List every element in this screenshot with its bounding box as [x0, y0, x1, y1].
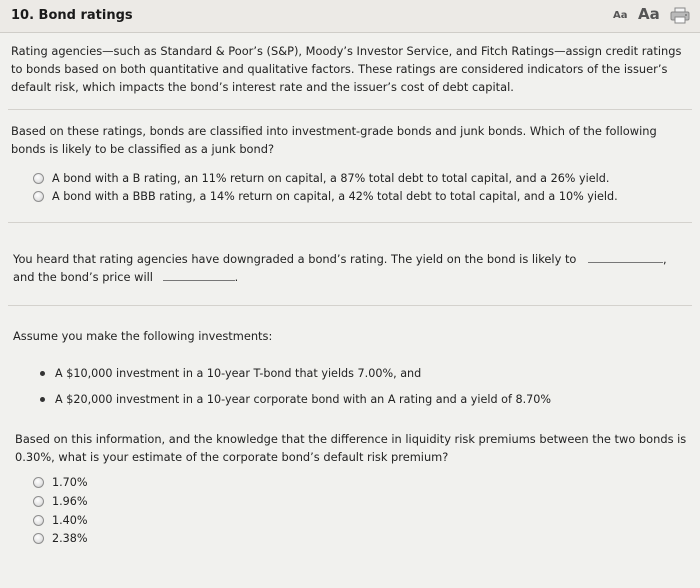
q2-question: [13, 250, 673, 286]
section-divider: [8, 109, 692, 110]
decrease-font-button[interactable]: Aa: [613, 10, 628, 21]
q2-period: .: [234, 270, 239, 284]
question-title: 10. Bond ratings: [11, 8, 133, 23]
question-header: [0, 0, 700, 33]
q1-option-1[interactable]: [33, 172, 609, 185]
section-divider: [8, 305, 692, 306]
q3-bullet-2-text: A $20,000 investment in a 10-year corporate bond with an A rating and a yield of 8.70%: [55, 393, 552, 406]
q3-option-2-label: 1.96%: [52, 495, 88, 508]
q3-option-4[interactable]: [33, 532, 88, 545]
q1-option-1-label: A bond with a B rating, an 11% return on capital, a 87% total debt to total capital, and a 26% yield.: [52, 172, 610, 185]
q3-option-3-label: 1.40%: [52, 514, 88, 527]
q1-option-1-radio[interactable]: [33, 173, 44, 184]
q3-option-4-label: 2.38%: [52, 532, 88, 545]
q3-option-2[interactable]: [33, 495, 88, 508]
q1-option-2[interactable]: [33, 190, 618, 203]
printer-icon[interactable]: [670, 7, 690, 24]
q3-option-3-radio[interactable]: [33, 515, 44, 526]
q3-bullet-1: [40, 367, 421, 380]
section-divider: [8, 222, 692, 223]
increase-font-button[interactable]: Aa: [638, 5, 660, 23]
q2-text-a: You heard that rating agencies have downgraded a bond’s rating. The yield on the bond is likely to: [13, 252, 577, 266]
q3-option-3[interactable]: [33, 514, 88, 527]
q3-prompt: Based on this information, and the knowledge that the difference in liquidity risk premiums between the two bonds is 0.30%, what is your estimate of the corporate bond’s default risk premium?: [15, 432, 687, 464]
q3-option-1-label: 1.70%: [52, 476, 88, 489]
q3-option-1[interactable]: [33, 476, 88, 489]
q1-option-2-label: A bond with a BBB rating, a 14% return on capital, a 42% total debt to total capital, and a 10% yield.: [52, 190, 618, 203]
q1-option-2-radio[interactable]: [33, 191, 44, 202]
q3-intro: Assume you make the following investments:: [13, 329, 273, 343]
q3-bullet-1-text: A $10,000 investment in a 10-year T-bond that yields 7.00%, and: [55, 367, 422, 380]
q2-yield-dropdown[interactable]: [588, 252, 663, 263]
q2-text-b: and the bond’s price will: [13, 270, 153, 284]
q3-option-4-radio[interactable]: [33, 533, 44, 544]
bullet-icon: [40, 397, 45, 402]
bullet-icon: [40, 371, 45, 376]
q1-prompt: Based on these ratings, bonds are classified into investment-grade bonds and junk bonds. Which of the following bonds is likely to be classified as a junk bond?: [11, 124, 657, 156]
intro-paragraph: Rating agencies—such as Standard & Poor’s (S&P), Moody’s Investor Service, and Fitch Ratings—assign credit ratings to bonds based on both quantitative and qualitative factors. These ratings are considered indicators of the issuer’s default risk, which impacts the bond’s interest rate and the issuer’s cost of debt capital.: [11, 44, 682, 94]
q2-price-dropdown[interactable]: [163, 270, 235, 281]
q3-bullet-2: [40, 393, 551, 406]
q2-comma: ,: [663, 252, 667, 266]
q3-option-2-radio[interactable]: [33, 496, 44, 507]
q3-option-1-radio[interactable]: [33, 477, 44, 488]
